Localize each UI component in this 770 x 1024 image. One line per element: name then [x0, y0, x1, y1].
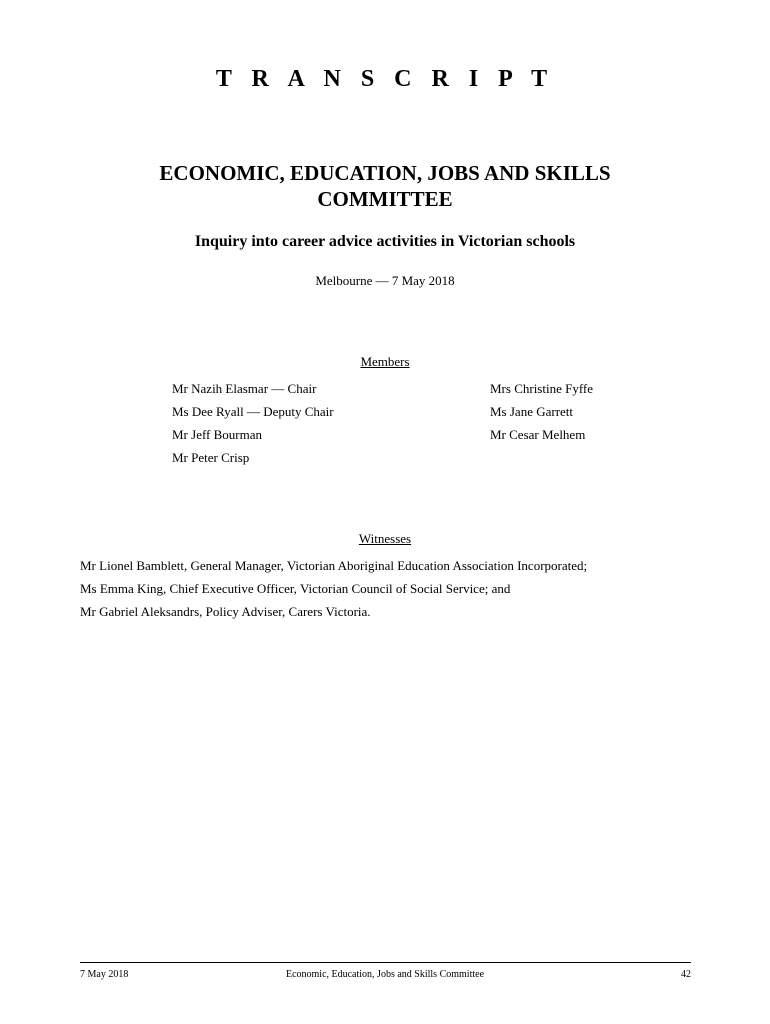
witness-entry: Ms Emma King, Chief Executive Officer, Victorian Council of Social Service; and — [80, 581, 511, 596]
members-heading: Members — [360, 354, 410, 369]
member-name: Ms Dee Ryall — Deputy Chair — [172, 404, 334, 419]
witness-list — [80, 558, 587, 627]
member-name: Mr Jeff Bourman — [172, 427, 263, 442]
committee-name-line2: COMMITTEE — [317, 187, 453, 211]
member-name: Mr Peter Crisp — [172, 450, 250, 465]
document-type-title: T R A N S C R I P T — [215, 66, 555, 92]
committee-name — [0, 160, 770, 212]
member-name: Ms Jane Garrett — [490, 404, 574, 419]
committee-name-line1: ECONOMIC, EDUCATION, JOBS AND SKILLS — [159, 161, 611, 185]
page-number: 42 — [681, 969, 691, 980]
footer-date: 7 May 2018 — [80, 969, 129, 980]
witness-entry: Mr Lionel Bamblett, General Manager, Victorian Aboriginal Education Association Incorporated; — [80, 558, 588, 573]
member-name: Mrs Christine Fyffe — [490, 381, 594, 396]
members-right-column — [490, 381, 593, 450]
inquiry-title: Inquiry into career advice activities in Victorian schools — [194, 233, 576, 250]
members-left-column — [172, 381, 334, 473]
witnesses-heading: Witnesses — [358, 531, 412, 546]
footer-title: Economic, Education, Jobs and Skills Committee — [285, 969, 485, 980]
member-name: Mr Cesar Melhem — [490, 427, 586, 442]
witness-entry: Mr Gabriel Aleksandrs, Policy Adviser, Carers Victoria. — [80, 604, 371, 619]
footer-divider — [80, 962, 691, 963]
location-date: Melbourne — 7 May 2018 — [315, 273, 455, 288]
member-name: Mr Nazih Elasmar — Chair — [172, 381, 317, 396]
